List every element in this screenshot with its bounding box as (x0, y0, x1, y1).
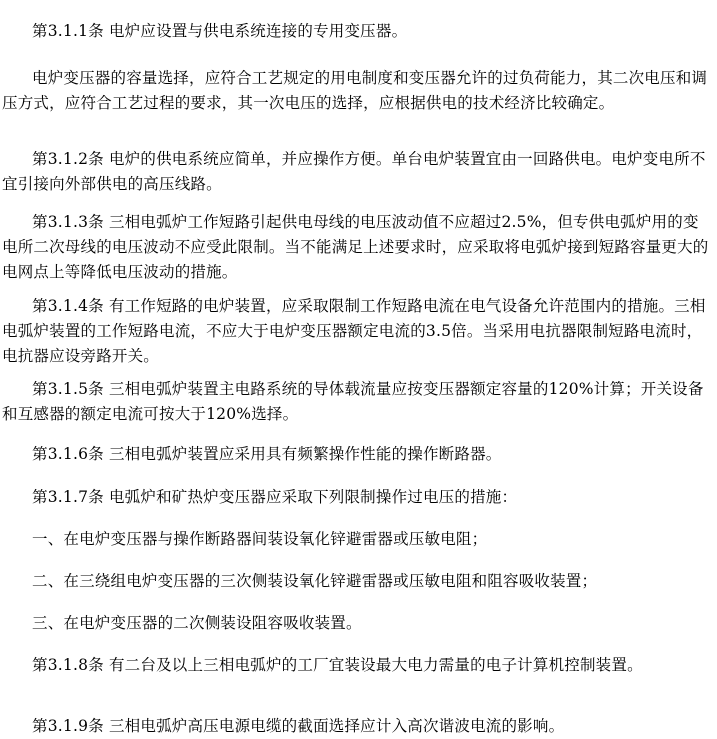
clause-3-1-6: 第3.1.6条 三相电弧炉装置应采用具有频繁操作性能的操作断路器。 (32, 445, 502, 463)
clause-3-1-7-item-1: 一、在电炉变压器与操作断路器间装设氧化锌避雷器或压敏电阻； (32, 530, 488, 548)
clause-3-1-2: 第3.1.2条 电炉的供电系统应简单，并应操作方便。单台电炉装置宜由一回路供电。电炉变电所不宜引接向外部供电的高压线路。 (2, 150, 706, 193)
clause-3-1-8: 第3.1.8条 有二台及以上三相电弧炉的工厂宜装设最大电力需量的电子计算机控制装置。 (32, 656, 643, 674)
clause-3-1-1: 第3.1.1条 电炉应设置与供电系统连接的专用变压器。 (32, 22, 408, 40)
clause-3-1-1-detail: 电炉变压器的容量选择，应符合工艺规定的用电制度和变压器允许的过负荷能力，其二次电压和调压方式，应符合工艺过程的要求，其一次电压的选择，应根据供电的技术经济比较确定。 (2, 69, 708, 112)
clause-3-1-5: 第3.1.5条 三相电弧炉装置主电路系统的导体载流量应按变压器额定容量的120%计算；开关设备和互感器的额定电流可按大于120%选择。 (2, 380, 704, 423)
clause-3-1-3: 第3.1.3条 三相电弧炉工作短路引起供电母线的电压波动值不应超过2.5%，但专供电弧炉用的变电所二次母线的电压波动不应受此限制。当不能满足上述要求时，应采取将电弧炉接到短路容量更大的电网点上等降低电压波动的措施。 (2, 213, 709, 281)
clause-3-1-7: 第3.1.7条 电弧炉和矿热炉变压器应采取下列限制操作过电压的措施： (32, 488, 518, 506)
clause-3-1-4: 第3.1.4条 有工作短路的电炉装置，应采取限制工作短路电流在电气设备允许范围内的措施。三相电弧炉装置的工作短路电流，不应大于电炉变压器额定电流的3.5倍。当采用电抗器限制短路电流时，电抗器应设旁路开关。 (2, 297, 706, 365)
clause-3-1-7-item-2: 二、在三绕组电炉变压器的三次侧装设氧化锌避雷器或压敏电阻和阻容吸收装置； (32, 572, 598, 590)
clause-3-1-9: 第3.1.9条 三相电弧炉高压电源电缆的截面选择应计入高次谐波电流的影响。 (32, 717, 565, 735)
clause-3-1-7-item-3: 三、在电炉变压器的二次侧装设阻容吸收装置。 (32, 614, 362, 632)
